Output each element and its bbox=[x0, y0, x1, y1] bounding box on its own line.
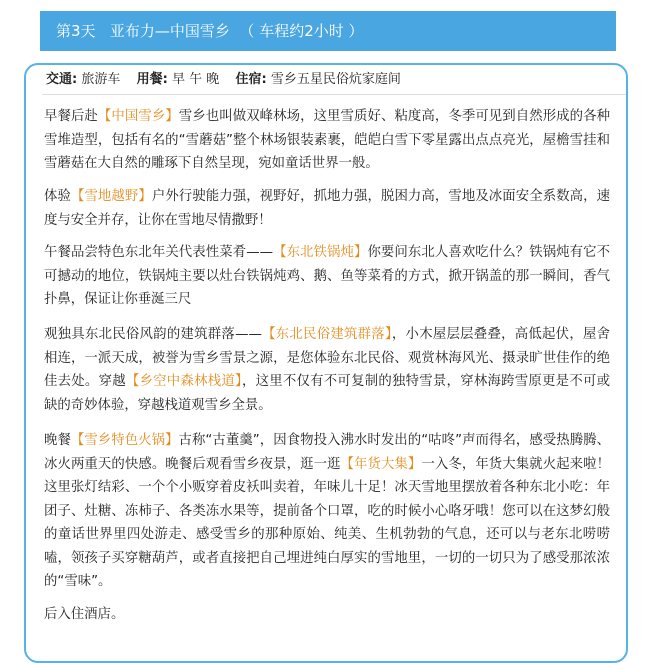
itinerary-content-box bbox=[24, 63, 628, 663]
stay-value: 雪乡五星民俗炕家庭间 bbox=[270, 72, 401, 87]
highlight-attraction: 【雪地越野】 bbox=[70, 189, 152, 204]
highlight-attraction: 【东北民俗建筑群落】 bbox=[261, 327, 392, 342]
paragraph-text: 体验 bbox=[44, 189, 71, 204]
stay-label: 住宿: bbox=[235, 72, 267, 87]
paragraph-text: 你要问东北人喜欢吃什么？铁锅炖有它不可撼动的地位，铁锅炖主要以灶台铁锅炖鸡、鹅、鱼等菜肴的方式，掀开锅盖的那一瞬间，香气扑鼻，保证让你垂涎三尺 bbox=[44, 245, 611, 307]
meal-value: 早 午 晚 bbox=[171, 72, 220, 87]
paragraph-text: 午餐品尝特色东北年关代表性菜肴—— bbox=[44, 245, 273, 260]
info-divider bbox=[42, 94, 626, 95]
info-line bbox=[46, 70, 401, 90]
route-title: 亚布力—中国雪乡 bbox=[109, 22, 230, 40]
highlight-attraction: 【年货大集】 bbox=[340, 456, 422, 472]
paragraph-text: 古称“古董羹”，因食物投入沸水时发出的“咕咚”声而得名，感受热腾腾、冰火两重天的快感。晚餐后观看雪乡夜景，逛一逛 bbox=[44, 433, 611, 472]
paragraph-hotel bbox=[44, 603, 610, 627]
paragraph-text: ，小木屋层层叠叠，高低起伏，屋舍相连，一派天成，被誉为雪乡雪景之源，是您体验东北民俗、观赏林海风光、摄录旷世佳作的绝佳去处。穿越 bbox=[44, 327, 611, 389]
day-header bbox=[40, 11, 616, 51]
paragraph-snow-offroad bbox=[44, 185, 610, 232]
paragraph-folk-buildings bbox=[44, 323, 610, 417]
paragraph-text: 雪乡也叫做双峰林场，这里雪质好、粘度高，冬季可见到自然形成的各种雪堆造型，包括有名的“雪蘑菇”整个林场银装素裹，皑皑白雪下零星露出点点亮光，屋檐雪挂和雪蘑菇在大自然的雕琢下自然呈现，宛如童话世界一般。 bbox=[44, 109, 611, 171]
highlight-attraction: 【东北铁锅炖】 bbox=[273, 245, 368, 260]
paragraph-text: 户外行驶能力强，视野好，抓地力强，脱困力高，雪地及冰面安全系数高，速度与安全并存，让你在雪地尽情撒野！ bbox=[44, 189, 611, 228]
day-number: 第3天 bbox=[56, 22, 96, 40]
duration-open: （ bbox=[239, 22, 255, 40]
transport-value: 旅游车 bbox=[81, 72, 121, 87]
paragraph-xuexiang bbox=[44, 105, 610, 176]
meal-label: 用餐: bbox=[136, 72, 168, 87]
paragraph-text: ，这里不仅有不可复制的独特雪景，穿林海跨雪原更是不可或缺的奇妙体验，穿越栈道观雪乡全景。 bbox=[44, 374, 611, 413]
highlight-attraction: 【乡空中森林栈道】 bbox=[125, 374, 242, 389]
paragraph-text: 一入冬，年货大集就火起来啦！这里张灯结彩、一个个小贩穿着皮袄叫卖着，年味儿十足！冰天雪地里摆放着各种东北小吃：年团子、灶糖、冻柿子、各类冻水果等，提前备个口罩，吃的时候小心咯牙哦！您可以在这梦幻般的童话世界里四处游走、感受雪乡的那种原始、纯美、生机勃勃的气息，还可以与老东北唠唠嗑，领孩子买穿糖葫芦，或者直接把自己埋进纯白厚实的雪地里，一切的一切只为了感受那浓浓的“雪味”。 bbox=[44, 456, 611, 589]
paragraph-text: 观独具东北民俗风韵的建筑群落—— bbox=[44, 327, 262, 342]
paragraph-text: 后入住酒店。 bbox=[44, 607, 125, 622]
highlight-attraction: 【雪乡特色火锅】 bbox=[70, 433, 179, 448]
paragraph-text: 早餐后赴 bbox=[44, 109, 98, 124]
duration-close: ） bbox=[348, 22, 364, 40]
transport-label: 交通: bbox=[46, 72, 78, 87]
paragraph-dinner bbox=[44, 429, 610, 594]
highlight-attraction: 【中国雪乡】 bbox=[97, 109, 179, 124]
duration-text: 车程约2小时 bbox=[259, 22, 344, 40]
paragraph-lunch bbox=[44, 241, 610, 312]
paragraph-text: 晚餐 bbox=[44, 433, 71, 448]
